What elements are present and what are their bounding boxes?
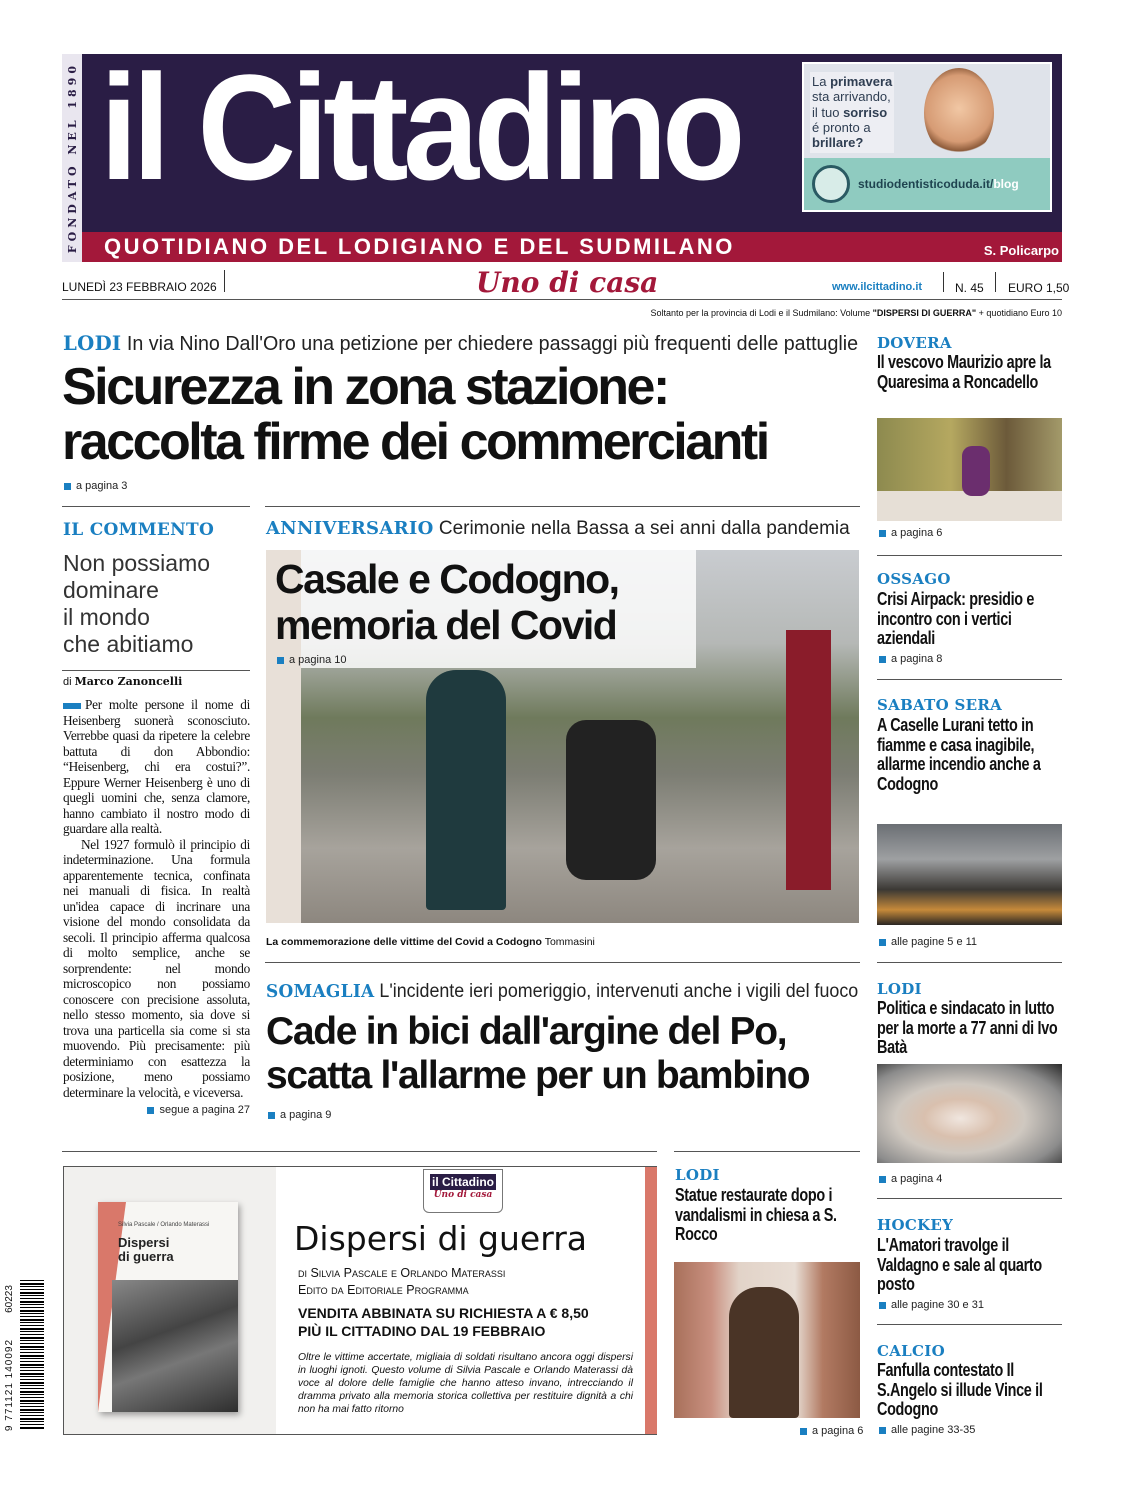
cover-authors: Silvia Pascale / Orlando Materassi xyxy=(118,1222,210,1228)
divider xyxy=(265,506,860,507)
issue-number: N. 45 xyxy=(955,281,984,295)
lead-kicker-line: LODI In via Nino Dall'Oro una petizione per chiedere passaggi più frequenti delle pattuglie xyxy=(63,331,859,355)
book-offer: VENDITA ABBINATA SU RICHIESTA A € 8,50 PIÙ IL CITTADINO DAL 19 FEBBRAIO xyxy=(298,1305,589,1339)
book-cover xyxy=(98,1202,238,1412)
newspaper-logo[interactable]: il Cittadino xyxy=(100,43,740,211)
divider xyxy=(943,272,944,292)
lead-headline[interactable]: Sicurezza in zona stazione: raccolta firme dei commercianti xyxy=(62,358,768,471)
ivo-bata-portrait[interactable] xyxy=(877,1064,1062,1163)
divider xyxy=(62,1151,657,1152)
divider xyxy=(877,1198,1062,1199)
divider xyxy=(62,670,250,671)
ad-url-bar xyxy=(804,158,1050,210)
divider xyxy=(265,962,860,963)
divider xyxy=(877,962,1062,963)
dentist-advertisement[interactable] xyxy=(802,62,1052,212)
photo-caption: La commemorazione delle vittime del Covid a Codogno Tommasini xyxy=(266,936,595,948)
book-advertisement[interactable] xyxy=(63,1166,657,1435)
comment-page-ref[interactable]: segue a pagina 27 xyxy=(63,1103,250,1119)
ad-text: La primavera sta arrivando, il tuo sorriso é pronto a brillare? xyxy=(810,72,894,153)
book-credits: di Silvia Pascale e Orlando Materassi Edito da Editoriale Programma xyxy=(298,1266,506,1297)
comment-title[interactable]: Non possiamo dominare il mondo che abitiamo xyxy=(63,550,211,657)
book-title: Dispersi di guerra xyxy=(294,1219,587,1258)
divider xyxy=(877,679,1062,680)
divider xyxy=(995,272,996,292)
somaglia-kicker-line: SOMAGLIA L'incidente ieri pomeriggio, intervenuti anche i vigili del fuoco xyxy=(266,981,859,1002)
right-kicker: OSSAGO xyxy=(877,570,951,588)
right-kicker: CALCIO xyxy=(877,1342,945,1360)
statue-page-ref: a pagina 6 xyxy=(800,1425,863,1437)
right-kicker: DOVERA xyxy=(877,334,952,352)
right-page-ref: alle pagine 5 e 11 xyxy=(879,936,977,948)
comment-kicker: IL COMMENTO xyxy=(63,520,215,540)
right-page-ref: a pagina 4 xyxy=(879,1173,942,1185)
soldiers-photo xyxy=(112,1280,238,1412)
divider xyxy=(62,506,250,507)
motto: Uno di casa xyxy=(476,266,659,299)
bishop-mass-photo[interactable] xyxy=(877,418,1062,521)
cover-title: Dispersi di guerra xyxy=(118,1235,174,1264)
right-page-ref: a pagina 6 xyxy=(879,527,942,539)
statue-photo[interactable] xyxy=(674,1262,860,1418)
barcode-addon: 60223 xyxy=(4,1285,15,1313)
right-headline[interactable]: A Caselle Lurani tetto in fiamme e casa inagibile, allarme incendio anche a Codogno xyxy=(877,715,1041,794)
statue-headline[interactable]: Statue restaurate dopo i vandalismi in chiesa a S. Rocco xyxy=(675,1185,837,1244)
right-kicker: HOCKEY xyxy=(877,1216,954,1234)
right-page-ref: alle pagine 33-35 xyxy=(879,1424,975,1436)
promo-notice: Soltanto per la provincia di Lodi e il Sudmilano: Volume "DISPERSI DI GUERRA" + quotidiano Euro 10 xyxy=(650,308,1062,318)
divider xyxy=(877,1324,1062,1325)
right-kicker: SABATO SERA xyxy=(877,696,1003,714)
saint-of-day: S. Policarpo xyxy=(983,243,1059,258)
fire-photo[interactable] xyxy=(877,824,1062,925)
saint-statue-figure xyxy=(729,1287,799,1418)
right-headline[interactable]: Il vescovo Maurizio apre la Quaresima a Roncadello xyxy=(877,352,1051,392)
lead-page-ref: a pagina 3 xyxy=(64,480,127,492)
statue-kicker: LODI xyxy=(675,1166,720,1184)
divider xyxy=(224,270,225,292)
ad-accent-stripe xyxy=(645,1167,657,1434)
cittadino-badge: il Cittadino Uno di casa xyxy=(423,1169,503,1213)
tagline: QUOTIDIANO DEL LODIGIANO E DEL SUDMILANO xyxy=(104,234,735,259)
anniversary-page-ref: a pagina 10 xyxy=(277,654,347,666)
right-headline[interactable]: Fanfulla contestato Il S.Angelo si illude Vince il Codogno xyxy=(877,1360,1043,1419)
website-link[interactable]: www.ilcittadino.it xyxy=(832,281,923,293)
right-page-ref: a pagina 8 xyxy=(879,653,942,665)
anniversary-headline[interactable]: Casale e Codogno, memoria del Covid xyxy=(275,556,619,648)
somaglia-headline[interactable]: Cade in bici dall'argine del Po, scatta l'allarme per un bambino xyxy=(266,1010,810,1097)
right-headline[interactable]: L'Amatori travolge il Valdagno e sale al quarto posto xyxy=(877,1235,1042,1294)
barcode xyxy=(20,1280,44,1430)
banner-shape xyxy=(786,630,831,890)
anniversary-kicker-line: ANNIVERSARIO Cerimonie nella Bassa a sei anni dalla pandemia xyxy=(266,518,850,539)
book-blurb: Oltre le vittime accertate, migliaia di soldati risultano ancora oggi dispersi in luoghi ignoti. Questo volume di Silvia Pascale e Orlando Materassi dà voce al dolore delle famiglie che hanno atteso invano, intrecciando il dramma privato alla memoria storica collettiva per restituire dignità a chi non ha mai fatto ritorno xyxy=(298,1352,633,1415)
book-cover-area xyxy=(64,1167,276,1434)
ad-url[interactable]: studiodentisticoduda.it/blog xyxy=(858,177,1019,191)
uniformed-figure xyxy=(426,670,506,910)
date: LUNEDÌ 23 FEBBRAIO 2026 xyxy=(62,280,217,294)
right-page-ref: alle pagine 30 e 31 xyxy=(879,1299,984,1311)
right-kicker: LODI xyxy=(877,980,922,998)
divider xyxy=(674,1151,860,1152)
right-headline[interactable]: Politica e sindacato in lutto per la morte a 77 anni di Ivo Batà xyxy=(877,998,1058,1057)
ad-photo xyxy=(924,68,994,158)
somaglia-page-ref: a pagina 9 xyxy=(268,1109,331,1121)
bishop-figure xyxy=(962,446,990,496)
right-headline[interactable]: Crisi Airpack: presidio e incontro con i vertici aziendali xyxy=(877,589,1035,648)
mayor-figure xyxy=(566,720,656,880)
founded-text: FONDATO NEL 1890 xyxy=(65,62,79,254)
price: EURO 1,50 xyxy=(1008,281,1070,295)
divider xyxy=(62,299,1062,300)
comment-body: Per molte persone il nome di Heisenberg suonerà sconosciuto. Verrebbe quasi da ripetere la celebre battuta di don Abbondio: “Heisenberg, chi era costui?”. Eppure Werner Heisenberg è uno di quegli uomini che, senza clamore, hanno cambiato il nostro modo di guardare alla realtà. Nel 1927 formulò il principio di indeterminazione. Una formula apparentemente tecnica, confinata nei manuali di fisica. In realtà un'idea capace di incrinare una visione del mondo consolidata da secoli. Il principio afferma qualcosa di molto semplice, anche se sorprendente: nel mondo microscopico non possiamo conoscere con precisione assoluta, nello stesso momento, sia dove si trova una particella sia come si sta muovendo. Più precisamente: più determiniamo con esattezza la posizione, meno possiamo determinare la velocità, e viceversa. segue a pagina 27 xyxy=(63,697,250,1119)
divider xyxy=(877,555,1062,556)
founded-strip xyxy=(62,54,82,262)
comment-byline: di Marco Zanoncelli xyxy=(63,675,183,688)
tooth-logo-icon xyxy=(812,165,850,203)
barcode-number: 9 771121 140092 xyxy=(4,1338,15,1432)
